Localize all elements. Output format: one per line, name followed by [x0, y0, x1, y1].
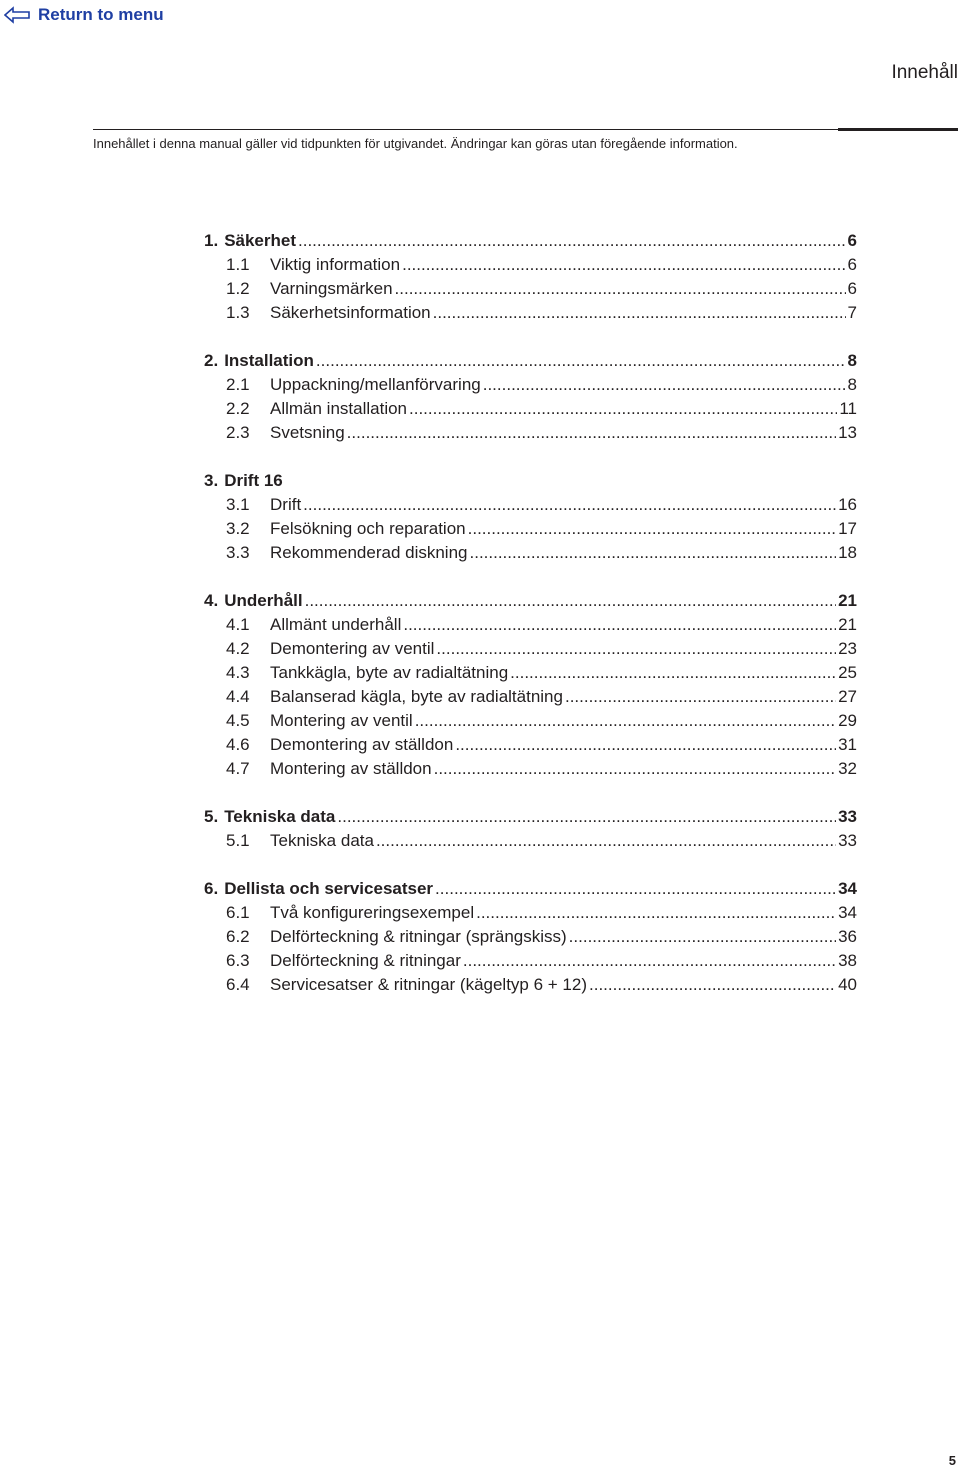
toc-number: 2. [204, 351, 219, 370]
toc-title: Demontering av ventil [270, 639, 435, 658]
toc-title: Delförteckning & ritningar [270, 951, 461, 970]
toc-entry-row[interactable] [204, 661, 857, 685]
toc-page-number: 21 [838, 615, 857, 634]
toc-title: Montering av ventil [270, 711, 413, 730]
toc-page-number: 25 [838, 663, 857, 682]
dot-leader [436, 637, 836, 661]
dot-leader [483, 373, 846, 397]
dot-leader [305, 589, 836, 613]
toc-number: 4.7 [226, 759, 250, 778]
toc-entry-row[interactable] [204, 253, 857, 277]
toc-number: 4.1 [226, 615, 250, 634]
toc-number: 4.6 [226, 735, 250, 754]
toc-title: Underhåll [224, 591, 303, 610]
toc-section [204, 589, 857, 781]
toc-entry-row[interactable] [204, 973, 857, 997]
dot-leader [402, 253, 845, 277]
dot-leader [470, 541, 837, 565]
toc-title: Tekniska data [224, 807, 336, 826]
toc-page-number: 31 [838, 735, 857, 754]
toc-title: Säkerhetsinformation [270, 303, 431, 322]
toc-entry-row[interactable] [204, 733, 857, 757]
toc-number: 1.2 [226, 279, 250, 298]
toc-number: 6. [204, 879, 219, 898]
toc-chapter-row[interactable] [204, 469, 857, 493]
left-arrow-icon [4, 6, 30, 24]
return-to-menu-label: Return to menu [38, 5, 164, 24]
toc-number: 1.1 [226, 255, 250, 274]
toc-chapter-row[interactable] [204, 589, 857, 613]
toc-entry-row[interactable] [204, 517, 857, 541]
toc-title: Balanserad kägla, byte av radialtätning [270, 687, 563, 706]
toc-title: Felsökning och reparation [270, 519, 466, 538]
dot-leader [409, 397, 837, 421]
toc-number: 5.1 [226, 831, 250, 850]
toc-page-number: 6 [847, 255, 857, 274]
toc-chapter-row[interactable] [204, 877, 857, 901]
toc-number: 1. [204, 231, 219, 250]
toc-page-number: 29 [838, 711, 857, 730]
toc-section [204, 349, 857, 445]
toc-title: Allmänt underhåll [270, 615, 402, 634]
toc-title: Allmän installation [270, 399, 408, 418]
toc-page-number: 33 [838, 807, 857, 826]
dot-leader [476, 901, 836, 925]
toc-entry-row[interactable] [204, 685, 857, 709]
header-divider-accent [838, 128, 958, 131]
toc-entry-row[interactable] [204, 301, 857, 325]
toc-number: 3.3 [226, 543, 250, 562]
toc-number: 6.4 [226, 975, 250, 994]
toc-page-number: 6 [847, 231, 857, 250]
toc-page-number: 13 [838, 423, 857, 442]
toc-entry-row[interactable] [204, 613, 857, 637]
toc-entry-row[interactable] [204, 709, 857, 733]
toc-page-number: 6 [847, 279, 857, 298]
dot-leader [569, 925, 836, 949]
toc-number: 2.3 [226, 423, 250, 442]
toc-title: Drift [270, 495, 302, 514]
table-of-contents [204, 229, 857, 1021]
toc-page-number: 7 [847, 303, 857, 322]
toc-title: Dellista och servicesatser [224, 879, 434, 898]
dot-leader [455, 733, 836, 757]
toc-entry-row[interactable] [204, 829, 857, 853]
toc-title: Tankkägla, byte av radialtätning [270, 663, 509, 682]
toc-page-number: 33 [838, 831, 857, 850]
toc-number: 6.2 [226, 927, 250, 946]
toc-entry-row[interactable] [204, 901, 857, 925]
toc-entry-row[interactable] [204, 397, 857, 421]
toc-entry-row[interactable] [204, 421, 857, 445]
toc-title: Montering av ställdon [270, 759, 432, 778]
toc-chapter-row[interactable] [204, 229, 857, 253]
return-to-menu-link[interactable] [4, 3, 164, 27]
dot-leader [433, 301, 846, 325]
toc-title: Två konfigureringsexempel [270, 903, 475, 922]
toc-title: Drift 16 [224, 471, 283, 490]
toc-number: 4.5 [226, 711, 250, 730]
toc-title: Säkerhet [224, 231, 297, 250]
toc-page-number: 32 [838, 759, 857, 778]
toc-number: 5. [204, 807, 219, 826]
toc-page-number: 34 [838, 879, 857, 898]
toc-page-number: 38 [838, 951, 857, 970]
dot-leader [565, 685, 836, 709]
dot-leader [468, 517, 836, 541]
dot-leader [337, 805, 836, 829]
dot-leader [434, 757, 836, 781]
toc-title: Tekniska data [270, 831, 374, 850]
toc-number: 6.1 [226, 903, 250, 922]
disclaimer-text: Innehållet i denna manual gäller vid tidpunkten för utgivandet. Ändringar kan göras utan föregående information. [93, 136, 738, 151]
toc-page-number: 27 [838, 687, 857, 706]
toc-page-number: 36 [838, 927, 857, 946]
toc-page-number: 16 [838, 495, 857, 514]
toc-page-number: 34 [838, 903, 857, 922]
toc-number: 4.2 [226, 639, 250, 658]
toc-section [204, 229, 857, 325]
toc-title: Rekommenderad diskning [270, 543, 468, 562]
toc-number: 4.3 [226, 663, 250, 682]
toc-page-number: 11 [839, 399, 857, 418]
toc-entry-row[interactable] [204, 373, 857, 397]
toc-number: 6.3 [226, 951, 250, 970]
toc-page-number: 8 [847, 351, 857, 370]
toc-page-number: 23 [838, 639, 857, 658]
toc-section [204, 805, 857, 853]
toc-number: 4. [204, 591, 219, 610]
toc-title: Delförteckning & ritningar (sprängskiss) [270, 927, 567, 946]
toc-title: Svetsning [270, 423, 345, 442]
toc-page-number: 40 [838, 975, 857, 994]
dot-leader [589, 973, 836, 997]
toc-entry-row[interactable] [204, 925, 857, 949]
dot-leader [303, 493, 836, 517]
dot-leader [347, 421, 836, 445]
dot-leader [435, 877, 836, 901]
toc-chapter-row[interactable] [204, 805, 857, 829]
toc-entry-row[interactable] [204, 637, 857, 661]
toc-number: 3.2 [226, 519, 250, 538]
page-number: 5 [948, 1453, 956, 1468]
toc-chapter-row[interactable] [204, 349, 857, 373]
toc-number: 3. [204, 471, 219, 490]
toc-entry-row[interactable] [204, 277, 857, 301]
toc-title: Demontering av ställdon [270, 735, 454, 754]
toc-entry-row[interactable] [204, 541, 857, 565]
dot-leader [376, 829, 836, 853]
toc-title: Installation [224, 351, 314, 370]
dot-leader [510, 661, 836, 685]
toc-title: Varningsmärken [270, 279, 393, 298]
dot-leader [298, 229, 846, 253]
dot-leader [463, 949, 836, 973]
toc-page-number: 18 [838, 543, 857, 562]
toc-title: Uppackning/mellanförvaring [270, 375, 481, 394]
dot-leader [403, 613, 836, 637]
toc-entry-row[interactable] [204, 949, 857, 973]
toc-number: 2.2 [226, 399, 250, 418]
toc-page-number: 8 [847, 375, 857, 394]
toc-title: Servicesatser & ritningar (kägeltyp 6 + 12) [270, 975, 588, 994]
toc-page-number: 21 [838, 591, 857, 610]
toc-number: 3.1 [226, 495, 250, 514]
toc-number: 1.3 [226, 303, 250, 322]
dot-leader [415, 709, 836, 733]
dot-leader [316, 349, 846, 373]
toc-entry-row[interactable] [204, 493, 857, 517]
header-divider [93, 129, 958, 130]
toc-section [204, 877, 857, 997]
toc-page-number: 17 [838, 519, 857, 538]
toc-title: Viktig information [270, 255, 401, 274]
toc-section [204, 469, 857, 565]
toc-number: 2.1 [226, 375, 250, 394]
page-title: Innehåll [891, 62, 958, 83]
toc-entry-row[interactable] [204, 757, 857, 781]
dot-leader [395, 277, 846, 301]
toc-number: 4.4 [226, 687, 250, 706]
